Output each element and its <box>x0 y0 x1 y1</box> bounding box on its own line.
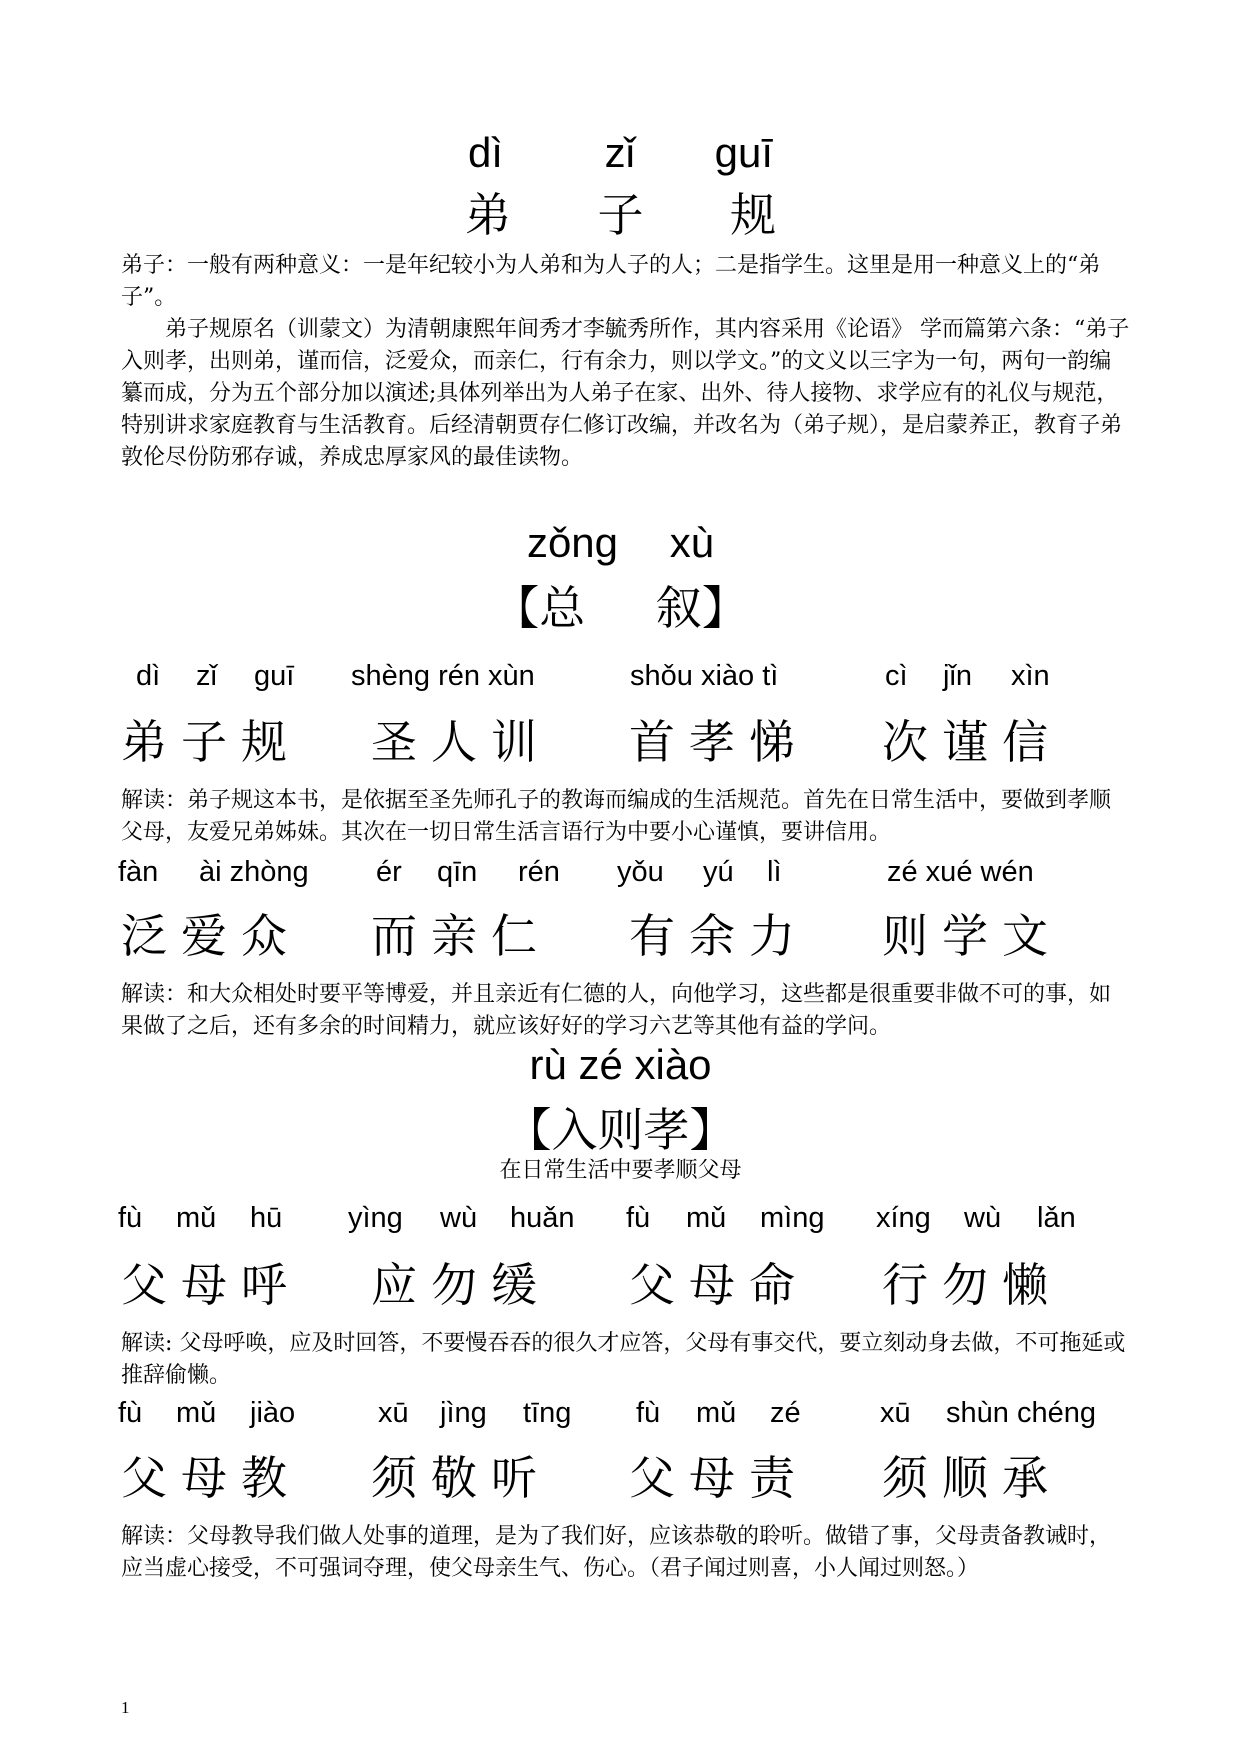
title-char: 子 <box>597 188 644 242</box>
pinyin-word: ài zhòng <box>199 856 309 888</box>
section-title-part: 叙】 <box>655 581 748 635</box>
pinyin-word: fù <box>636 1397 661 1429</box>
title-pinyin <box>0 128 1241 178</box>
verse-pinyin <box>0 852 1241 892</box>
verse-phrase: 有余力 <box>629 909 809 963</box>
verse-hanzi <box>121 905 1131 967</box>
verse-note: 解读：父母教导我们做人处事的道理，是为了我们好，应该恭敬的聆听。做错了事，父母责备教诫时，应当虚心接受，不可强词夺理，使父母亲生气、伤心。（君子闻过则喜，小人闻过则怒。） <box>121 1524 1112 1581</box>
section-pinyin: rù zé xiào <box>529 1041 712 1088</box>
pinyin-word: guī <box>254 660 295 692</box>
pinyin-syllable: dì <box>467 129 503 176</box>
pinyin-syllable: guī <box>714 129 774 176</box>
pinyin-word: huǎn <box>510 1202 575 1234</box>
verse-phrase: 而亲仁 <box>371 909 551 963</box>
verse-phrase: 次谨信 <box>882 715 1062 769</box>
section-title-part: 【总 <box>493 581 586 635</box>
pinyin-word: mǔ <box>686 1202 727 1234</box>
pinyin-word: mǔ <box>176 1397 217 1429</box>
pinyin-word: qīn <box>437 856 478 888</box>
pinyin-word: mǔ <box>176 1202 217 1234</box>
title-char: 规 <box>730 188 777 242</box>
verse-note: 解读：和大众相处时要平等博爱，并且亲近有仁德的人，向他学习，这些都是很重要非做不可的事，如果做了之后，还有多余的时间精力，就应该好好的学习六艺等其他有益的学问。 <box>121 982 1112 1039</box>
pinyin-word: jiào <box>250 1397 296 1429</box>
pinyin-word: jìng <box>440 1397 487 1429</box>
verse-phrase: 应勿缓 <box>371 1258 551 1312</box>
pinyin-word: xíng <box>876 1202 931 1234</box>
pinyin-word: cì <box>885 660 908 692</box>
pinyin-word: zǐ <box>196 660 217 692</box>
pinyin-word: shǒu xiào tì <box>630 660 779 692</box>
pinyin-word: shùn chéng <box>946 1397 1096 1429</box>
verse-phrase: 父母教 <box>121 1451 301 1505</box>
verse-phrase: 则学文 <box>882 909 1062 963</box>
verse-phrase: 泛爱众 <box>121 909 301 963</box>
pinyin-word: jǐn <box>943 660 973 692</box>
intro-background: 弟子规原名（训蒙文）为清朝康熙年间秀才李毓秀所作，其内容采用《论语》 学而篇第六条：“弟子入则孝，出则弟，谨而信，泛爱众，而亲仁，行有余力，则以学文。”的文义以三字为一句，两句一韵编纂而成，分为五个部分加以演述;具体列举出为人弟子在家、出外、待人接物、求学应有的礼仪与规范，特别讲求家庭教育与生活教育。后经清朝贾存仁修订改编，并改名为（弟子规），是启蒙养正，教育子弟敦伦尽份防邪存诚，养成忠厚家风的最佳读物。 <box>121 317 1130 470</box>
pinyin-word: ér <box>376 856 402 888</box>
pinyin-word: fù <box>118 1397 143 1429</box>
section-subtitle: 在日常生活中要孝顺父母 <box>499 1158 742 1183</box>
verse-phrase: 父母命 <box>629 1258 809 1312</box>
pinyin-word: zé xué wén <box>887 856 1034 888</box>
section-title <box>0 580 1241 636</box>
verse-note: 解读: 父母呼唤，应及时回答，不要慢吞吞的很久才应答，父母有事交代，要立刻动身去做，不可拖延或推辞偷懒。 <box>121 1331 1126 1388</box>
title-char: 弟 <box>464 188 511 242</box>
pinyin-word: xū <box>880 1397 911 1429</box>
verse-phrase: 圣人训 <box>371 715 551 769</box>
page-number: 1 <box>121 1698 130 1717</box>
verse-phrase: 首孝悌 <box>629 715 809 769</box>
pinyin-word: dì <box>136 660 161 692</box>
pinyin-syllable: zǒng <box>526 519 619 566</box>
title-hanzi <box>0 187 1241 243</box>
verse-phrase: 须顺承 <box>882 1451 1062 1505</box>
verse-hanzi <box>121 711 1131 773</box>
verse-phrase: 行勿懒 <box>882 1258 1062 1312</box>
pinyin-word: xìn <box>1011 660 1050 692</box>
pinyin-word: rén <box>518 856 560 888</box>
pinyin-syllable: xù <box>669 519 715 566</box>
verse-pinyin <box>0 1393 1241 1433</box>
verse-hanzi <box>121 1447 1131 1509</box>
verse-phrase: 须敬听 <box>371 1451 551 1505</box>
section-title: 【入则孝】 <box>505 1103 736 1157</box>
verse-phrase: 父母责 <box>629 1451 809 1505</box>
verse-pinyin <box>0 1198 1241 1238</box>
pinyin-word: lì <box>767 856 782 888</box>
pinyin-word: shèng rén xùn <box>351 660 535 692</box>
pinyin-word: yǒu <box>617 856 664 888</box>
pinyin-word: wù <box>964 1202 1002 1234</box>
pinyin-word: xū <box>378 1397 409 1429</box>
pinyin-word: zé <box>770 1397 801 1429</box>
pinyin-word: mìng <box>760 1202 825 1234</box>
section-pinyin <box>0 518 1241 568</box>
verse-phrase: 父母呼 <box>121 1258 301 1312</box>
pinyin-word: fàn <box>118 856 159 888</box>
pinyin-word: fù <box>626 1202 651 1234</box>
pinyin-word: tīng <box>523 1397 572 1429</box>
pinyin-word: hū <box>250 1202 283 1234</box>
pinyin-word: fù <box>118 1202 143 1234</box>
verse-note: 解读：弟子规这本书，是依据至圣先师孔子的教诲而编成的生活规范。首先在日常生活中，要做到孝顺父母，友爱兄弟姊妹。其次在一切日常生活言语行为中要小心谨慎，要讲信用。 <box>121 788 1112 845</box>
pinyin-word: yìng <box>348 1202 403 1234</box>
pinyin-word: yú <box>703 856 734 888</box>
pinyin-word: mǔ <box>696 1397 737 1429</box>
intro-definition: 弟子：一般有两种意义：一是年纪较小为人弟和为人子的人；二是指学生。这里是用一种意义上的“弟子”。 <box>121 253 1101 310</box>
pinyin-word: lǎn <box>1037 1202 1076 1234</box>
verse-hanzi <box>121 1254 1131 1316</box>
verse-pinyin <box>0 656 1241 696</box>
pinyin-word: wù <box>440 1202 478 1234</box>
pinyin-syllable: zǐ <box>604 129 635 176</box>
verse-phrase: 弟子规 <box>121 715 301 769</box>
